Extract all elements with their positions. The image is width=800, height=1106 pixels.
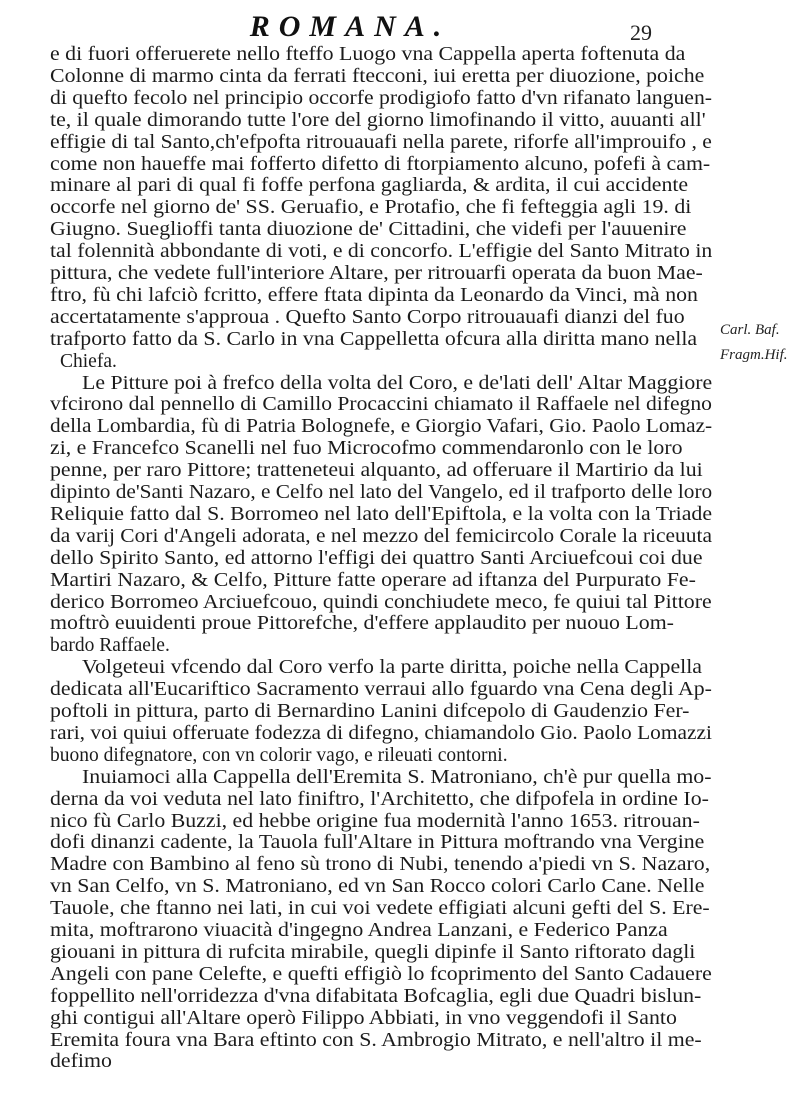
text-line-content: ghi contigui all'Altare operò Filippo Abbiati, in vno veggendofi il Santo (50, 1007, 677, 1029)
text-line-content: dofi dinanzi cadente, la Tauola full'Altare in Pittura moftrando vna Vergine (50, 832, 705, 854)
text-line-content: Reliquie fatto dal S. Borromeo nel lato dell'Epiftola, e la volta con la Triade (50, 503, 713, 525)
text-line-content: penne, per raro Pittore; tratteneteui alquanto, ad offeruare il Martirio da lui (50, 460, 703, 482)
text-line-content: trafporto fatto da S. Carlo in vna Cappelletta ofcura alla diritta mano nella (50, 328, 698, 350)
text-line-content: Chiefa. (60, 350, 117, 372)
text-line-content: te, il quale dimorando tutte l'ore del giorno limofinando il vitto, auuanti all' (50, 109, 706, 131)
running-title: ROMANA. (249, 10, 451, 43)
text-line-content: accertatamente s'approua . Quefto Santo Corpo ritrouauafi dianzi del fuo (50, 306, 685, 328)
text-line-content: Angeli con pane Celefte, e quefti effigiò lo fcoprimento del Santo Cadauere (50, 963, 712, 985)
text-line-content: dello Spirito Santo, ed attorno l'effigi dei quattro Santi Arciuefcoui coi due (50, 547, 703, 569)
text-line-content: vn San Celfo, vn S. Matroniano, ed vn San Rocco colori Carlo Cane. Nelle (50, 876, 705, 898)
text-line-content: giouani in pittura di rufcita mirabile, quegli dipinfe il Santo riftorato dagli (50, 941, 696, 963)
text-line-content: pittura, che vedete full'interiore Altare, per ritrouarfi operata da buon Mae- (50, 263, 703, 284)
text-line (0, 1049, 800, 1074)
text-line-content: Martiri Nazaro, & Celfo, Pitture fatte operare ad iftanza del Purpurato Fe- (50, 569, 696, 591)
text-line-content: da varij Cori d'Angeli adorata, e nel mezzo del femicircolo Corale la riceuuta (50, 525, 712, 547)
text-line-content: ftro, fù chi lafciò fcritto, effere ftata dipinta da Leonardo da Vinci, mà non (50, 284, 698, 306)
text-line-content: mita, moftrarono viuacità d'ingegno Andrea Lanzani, e Federico Panza (50, 920, 668, 941)
text-line-content: Tauole, che ftanno nei lati, in cui voi vedete effigiati alcuni gefti del S. Ere- (50, 898, 710, 920)
text-line-content: e di fuori offeruerete nello fteffo Luogo vna Cappella aperta foftenuta da (50, 44, 686, 65)
text-line-content: Inuiamoci alla Cappella dell'Eremita S. Matroniano, ch'è pur quella mo- (82, 766, 712, 788)
text-line-content: della Lombardia, fù di Patria Bolognefe, e Giorgio Vafari, Gio. Paolo Lomaz- (50, 416, 713, 438)
text-line-content: zi, e Francefco Scanelli nel fuo Microcofmo commendaronlo con le loro (50, 438, 683, 460)
text-line-content: derico Borromeo Arciuefcouo, quindi conchiudete meco, fe quiui tal Pittore (50, 591, 712, 613)
marginal-note-fragm-hif: Fragm.Hif. (720, 347, 788, 363)
text-line-content: Le Pitture poi à frefco della volta del Coro, e de'lati dell' Altar Maggiore (82, 372, 713, 394)
text-line-content: nico fù Carlo Buzzi, ed hebbe origine fua modernità l'anno 1653. ritrouan- (50, 810, 700, 832)
text-line-content: buono difegnatore, con vn colorir vago, e rileuati contorni. (50, 744, 508, 766)
text-line-content: di quefto fecolo nel principio occorfe prodigiofo fatto d'vn rifanato languen- (50, 87, 713, 109)
marginal-note-carl-baf: Carl. Baf. (720, 322, 780, 338)
text-line-content: Colonne di marmo cinta da ferrati ftecconi, iui eretta per diuozione, poiche (50, 65, 705, 87)
text-line-content: vfcirono dal pennello di Camillo Procaccini chiamato il Raffaele nel difegno (50, 394, 712, 416)
text-line-content: derna da voi veduta nel lato finiftro, l'Architetto, che difpofela in ordine Io- (50, 788, 709, 810)
text-line-content: Madre con Bambino al feno sù trono di Nubi, tenendo a'piedi vn S. Nazaro, (50, 854, 711, 876)
text-line-content: rari, voi quiui offeruate fodezza di difegno, chiamandolo Gio. Paolo Lomazzi (50, 722, 712, 744)
page-number: 29 (630, 20, 652, 45)
text-line-content: defimo (50, 1051, 112, 1073)
text-line-content: Volgeteui vfcendo dal Coro verfo la parte diritta, poiche nella Cappella (82, 657, 703, 679)
text-line-content: minare al pari di qual fi foffe perfona gagliarda, & ardita, il cui accidente (50, 175, 689, 197)
text-line-content: tal folennità abbondante di voti, e di concorfo. L'effigie del Santo Mitrato in (50, 241, 713, 263)
text-line-content: Giugno. Sueglioffi tanta diuozione de' Cittadini, che videfi per l'auuenire (50, 219, 687, 241)
text-line-content: come non haueffe mai fofferto difetto di ftorpiamento alcuno, pofefi à cam- (50, 153, 711, 175)
text-line-content: Eremita foura vna Bara eftinto con S. Ambrogio Mitrato, e nell'altro il me- (50, 1029, 702, 1051)
text-line-content: bardo Raffaele. (50, 635, 170, 657)
text-line-content: poftoli in pittura, parto di Bernardino Lanini difcepolo di Gaudenzio Fer- (50, 701, 690, 722)
text-line-content: occorfe nel giorno de' SS. Geruafio, e Protafio, che fi fefteggia agli 19. di (50, 197, 692, 219)
text-line-content: effigie di tal Santo,ch'efpofta ritrouauafi nella parete, riforfe all'improuifo , e (50, 131, 712, 153)
text-line-content: foppellito nell'orridezza d'vna difabitata Bofcaglia, egli due Quadri bislun- (50, 985, 702, 1007)
text-line-content: dipinto de'Santi Nazaro, e Celfo nel lato del Vangelo, ed il trafporto delle loro (50, 482, 713, 503)
text-line-content: dedicata all'Eucariftico Sacramento verraui allo fguardo vna Cena degli Ap- (50, 679, 712, 701)
text-line-content: moftrò euuidenti proue Pittorefche, d'effere applaudito per nuouo Lom- (50, 613, 674, 635)
